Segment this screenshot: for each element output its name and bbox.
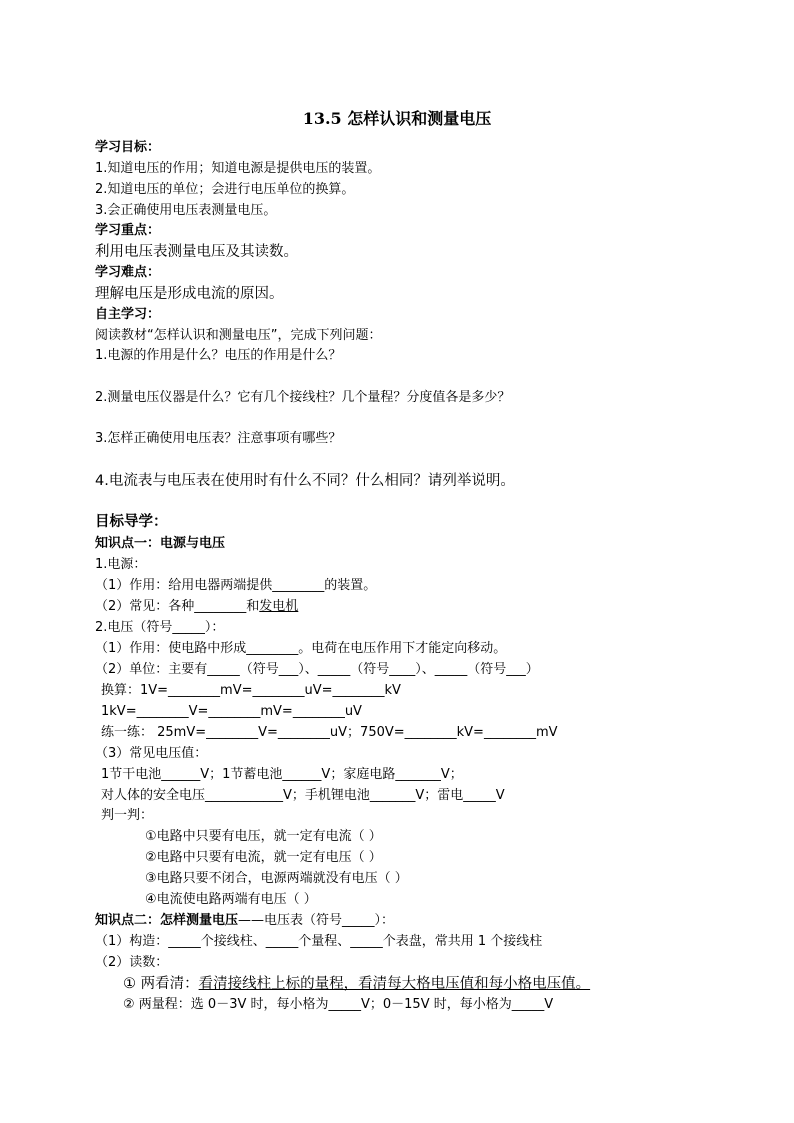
page-title: 13.5 怎样认识和测量电压 [302,109,492,128]
heading-key-point: 学习重点： [95,223,161,238]
question-2: 2.测量电压仪器是什么？它有几个接线柱？几个量程？分度值各是多少？ [95,390,511,405]
reading-step-1-text: 看清接线柱上标的量程，看清每大格电压值和每小格电压值。 [198,976,591,992]
power-common-text: （2）常见：各种________和 [95,599,260,614]
key-point-text: 利用电压表测量电压及其读数。 [95,244,298,260]
heading-difficulty: 学习难点： [95,265,161,280]
objective-3: 3.会正确使用电压表测量电压。 [95,203,277,218]
reading-step-1 [123,975,590,993]
self-study-intro: 阅读教材“怎样认识和测量电压”，完成下列问题： [95,328,382,343]
objective-2: 2.知道电压的单位；会进行电压单位的换算。 [95,182,355,197]
generator-text: 发电机 [259,599,299,614]
conversion-2: 1kV=________V=________mV=________uV [101,704,362,719]
power-source-label: 1.电源： [95,557,147,572]
judge-item-2: ②电路中只要有电流，就一定有电压（ ） [145,850,382,865]
objective-1: 1.知道电压的作用；知道电源是提供电压的装置。 [95,161,381,176]
practice-conversion: 练一练： 25mV=________V=________uV；750V=________kV=________mV [101,725,558,740]
power-function: （1）作用：给用电器两端提供________的装置。 [95,578,377,593]
voltage-unit: （2）单位：主要有_____（符号___）、_____（符号____）、_____（符号___） [95,662,539,677]
voltage-label: 2.电压（符号_____）： [95,620,225,635]
judge-item-3: ③电路只要不闭合，电源两端就没有电压（ ） [145,871,408,886]
heading-guided: 目标导学： [95,514,168,530]
question-4: 4.电流表与电压表在使用时有什么不同？什么相同？请列举说明。 [95,473,515,489]
common-voltage-label: （3）常见电压值： [95,746,208,761]
judge-label: 判一判： [101,808,154,823]
common-voltage-1: 1节干电池______V；1节蓄电池______V；家庭电路_______V； [101,767,463,782]
reading-step-1-label: ① 两看清： [123,976,199,992]
heading-objectives: 学习目标： [95,140,161,155]
heading-self-study: 自主学习： [95,307,161,322]
judge-item-1: ①电路中只要有电压，就一定有电流（ ） [145,829,382,844]
difficulty-text: 理解电压是形成电流的原因。 [95,286,284,302]
section-1-heading: 知识点一：电源与电压 [95,536,226,551]
conversion-1: 换算：1V=________mV=________uV=________kV [101,683,401,698]
common-voltage-2: 对人体的安全电压____________V；手机锂电池_______V；雷电_____V [101,788,505,803]
question-1: 1.电源的作用是什么？电压的作用是什么？ [95,348,342,363]
section-2-subtitle: ——电压表（符号_____）： [238,913,395,928]
judge-item-4: ④电流使电路两端有电压（ ） [145,892,317,907]
question-3: 3.怎样正确使用电压表？注意事项有哪些？ [95,431,342,446]
voltage-function: （1）作用：使电路中形成________。电荷在电压作用下才能定向移动。 [95,641,507,656]
meter-structure: （1）构造：_____个接线柱、_____个量程、_____个表盘，常共用 1 个接线柱 [95,934,543,949]
section-2-title: 知识点二：怎样测量电压 [95,913,239,928]
meter-reading-label: （2）读数： [95,955,169,970]
reading-step-2: ② 两量程：选 0－3V 时，每小格为_____V；0－15V 时，每小格为_____V [123,997,554,1012]
section-2-heading [95,912,394,930]
power-common [95,598,298,616]
